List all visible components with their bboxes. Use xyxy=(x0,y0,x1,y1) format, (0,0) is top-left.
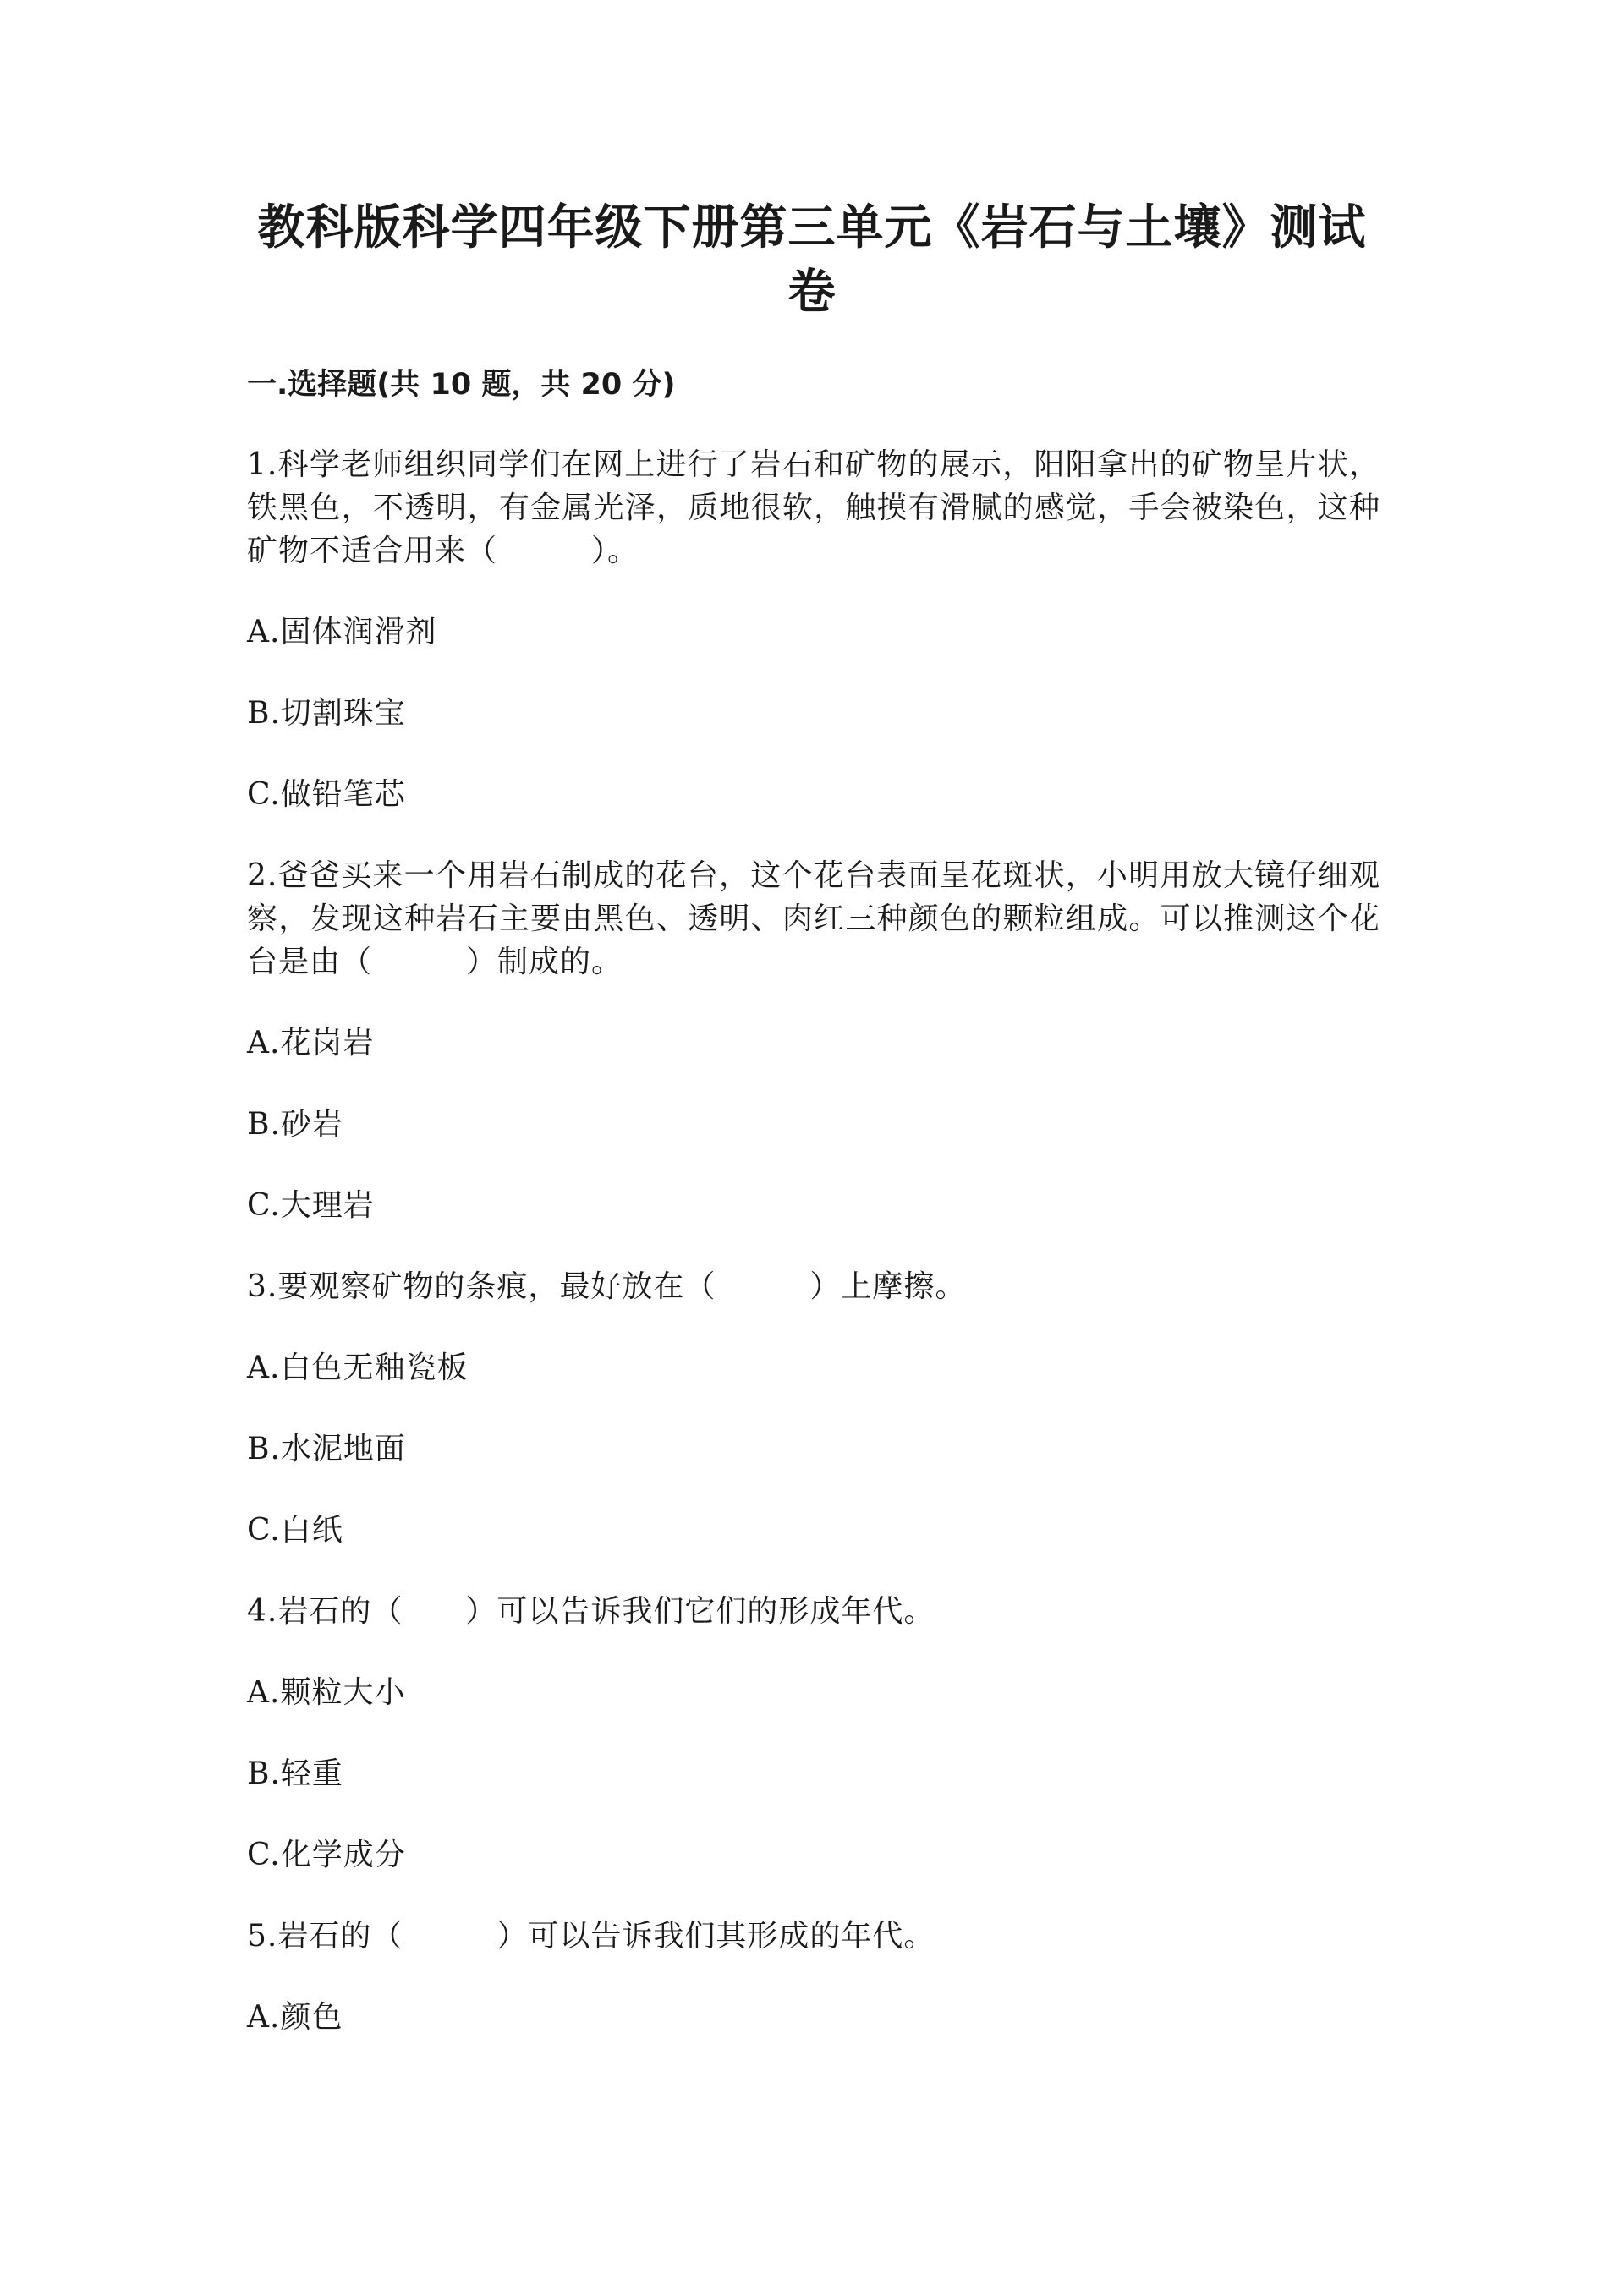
question-4-option-b: B.轻重 xyxy=(247,1756,343,1791)
question-1-option-b: B.切割珠宝 xyxy=(247,696,406,731)
question-2-option-a: A.花岗岩 xyxy=(247,1026,375,1060)
question-1: 1.科学老师组织同学们在网上进行了岩石和矿物的展示，阳阳拿出的矿物呈片状，铁黑色，不透明，有金属光泽，质地很软，触摸有滑腻的感觉，手会被染色，这种矿物不适合用来（ ）。 xyxy=(247,447,1380,568)
question-3-option-c: C.白纸 xyxy=(247,1513,343,1548)
question-2: 2.爸爸买来一个用岩石制成的花台，这个花台表面呈花斑状，小明用放大镜仔细观察，发现这种岩石主要由黑色、透明、肉红三种颜色的颗粒组成。可以推测这个花台是由（ ）制成的。 xyxy=(247,858,1380,979)
question-5: 5.岩石的（ ）可以告诉我们其形成的年代。 xyxy=(247,1919,935,1954)
question-1-option-a: A.固体润滑剂 xyxy=(247,615,437,649)
question-3: 3.要观察矿物的条痕，最好放在（ ）上摩擦。 xyxy=(247,1269,967,1304)
question-4-option-c: C.化学成分 xyxy=(247,1838,406,1872)
question-2-option-b: B.砂岩 xyxy=(247,1107,343,1142)
question-3-option-b: B.水泥地面 xyxy=(247,1432,406,1466)
question-3-option-a: A.白色无釉瓷板 xyxy=(247,1351,469,1385)
question-4-option-a: A.颗粒大小 xyxy=(247,1675,406,1710)
question-5-option-a: A.颜色 xyxy=(247,2000,343,2035)
question-4: 4.岩石的（ ）可以告诉我们它们的形成年代。 xyxy=(247,1594,935,1629)
question-list xyxy=(247,443,1380,2077)
section-heading-multiple-choice: 一.选择题(共 10 题，共 20 分) xyxy=(247,368,676,402)
exam-title: 教科版科学四年级下册第三单元《岩石与土壤》测试卷 xyxy=(257,200,1367,320)
question-2-option-c: C.大理岩 xyxy=(247,1188,375,1223)
question-1-option-c: C.做铅笔芯 xyxy=(247,777,406,812)
